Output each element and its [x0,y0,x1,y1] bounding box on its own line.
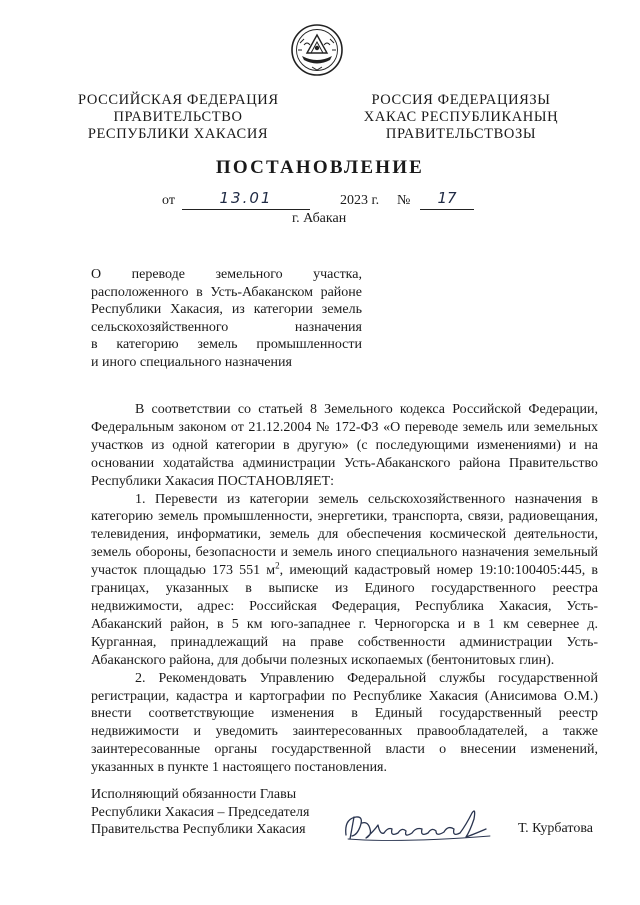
header-right-line: РОССИЯ ФЕДЕРАЦИЯЗЫ [371,92,551,108]
signer-name: Т. Курбатова [518,821,593,836]
number-sign: № [397,193,411,208]
header-russian [78,92,278,143]
number-handwritten: 17 [437,189,457,207]
date-prefix: от [162,193,175,208]
subject-line: и иного специального назначения [91,354,292,370]
subject-block [91,266,362,372]
subject-line: Республики Хакасия, из категории земель [91,302,362,318]
item-1-text-a: 1. Перевести из категории земель сельскохозяйственного назначения в категорию земель промышленности, энергетики, транспорта, связи, радиовещания, телевидения, информатики, земель для обеспечения космической деятельности, земель обороны, безопасности и земель иного специального назначения земельный участок площадью 173 551 м [91,491,598,579]
header-right-line: ПРАВИТЕЛЬСТВОЗЫ [385,126,537,142]
khakassia-coat-of-arms-icon [290,23,344,77]
header-left-line: ПРАВИТЕЛЬСТВО [113,109,243,125]
preamble-paragraph: В соответствии со статьей 8 Земельного кодекса Российской Федерации, Федеральным законом от 21.12.2004 № 172-ФЗ «О переводе земель или земельных участков из одной категории в другую» (с последующими изменениями) и на основании ходатайства администрации Усть-Абаканского района Правительство Республики Хакасия ПОСТАНОВЛЯЕТ: [91,402,598,489]
header-left-line: РОССИЙСКАЯ ФЕДЕРАЦИЯ [78,92,279,108]
document-title: ПОСТАНОВЛЕНИЕ [215,157,425,178]
item-1-paragraph [91,491,598,670]
date-handwritten: 13.01 [219,189,273,207]
signer-position [91,786,351,839]
year-label: 2023 г. [340,193,380,208]
header-right-line: ХАКАС РЕСПУБЛИКАНЫҢ [363,109,559,125]
signer-position-line: Исполняющий обязанности Главы [91,787,297,802]
header-khakas [356,92,566,143]
subject-line: расположенного в Усть-Абаканском районе [91,284,362,300]
item-2-paragraph: 2. Рекомендовать Управлению Федеральной службы государственной регистрации, кадастра и картографии по Республике Хакасия (Анисимова О.М.) внести соответствующие изменения в Единый государственный реестр недвижимости и уведомить заинтересованных правообладателей, а также заинтересованные органы государственной власти о внесении изменений, указанных в пункте 1 настоящего постановления. [91,670,598,776]
header-left-line: РЕСПУБЛИКИ ХАКАСИЯ [87,126,269,142]
document-body [91,401,598,777]
signer-position-line: Правительства Республики Хакасия [91,822,306,838]
subject-line: сельскохозяйственного назначения [91,319,362,335]
handwritten-signature [340,805,496,845]
subject-line: О переводе земельного участка, [91,267,362,282]
signer-position-line: Республики Хакасия – Председателя [91,804,310,820]
date-number-row [162,189,502,213]
city-label: г. Абакан [292,211,347,226]
area-unit-superscript: 2 [275,560,280,571]
subject-line: в категорию земель промышленности [91,337,362,353]
item-1-text-b: , имеющий кадастровый номер 19:10:100405:445, в границах, указанных в выписке из Единого государственного реестра недвижимости, адрес: Российская Федерация, Республика Хакасия, Усть-Абаканский район, в 5 км юго-западнее г. Черногорска и в 1 км севернее д. Курганная, принадлежащий на праве собственности администрации Усть-Абаканского района, для добычи полезных ископаемых (бентонитовых глин). [91,563,598,668]
